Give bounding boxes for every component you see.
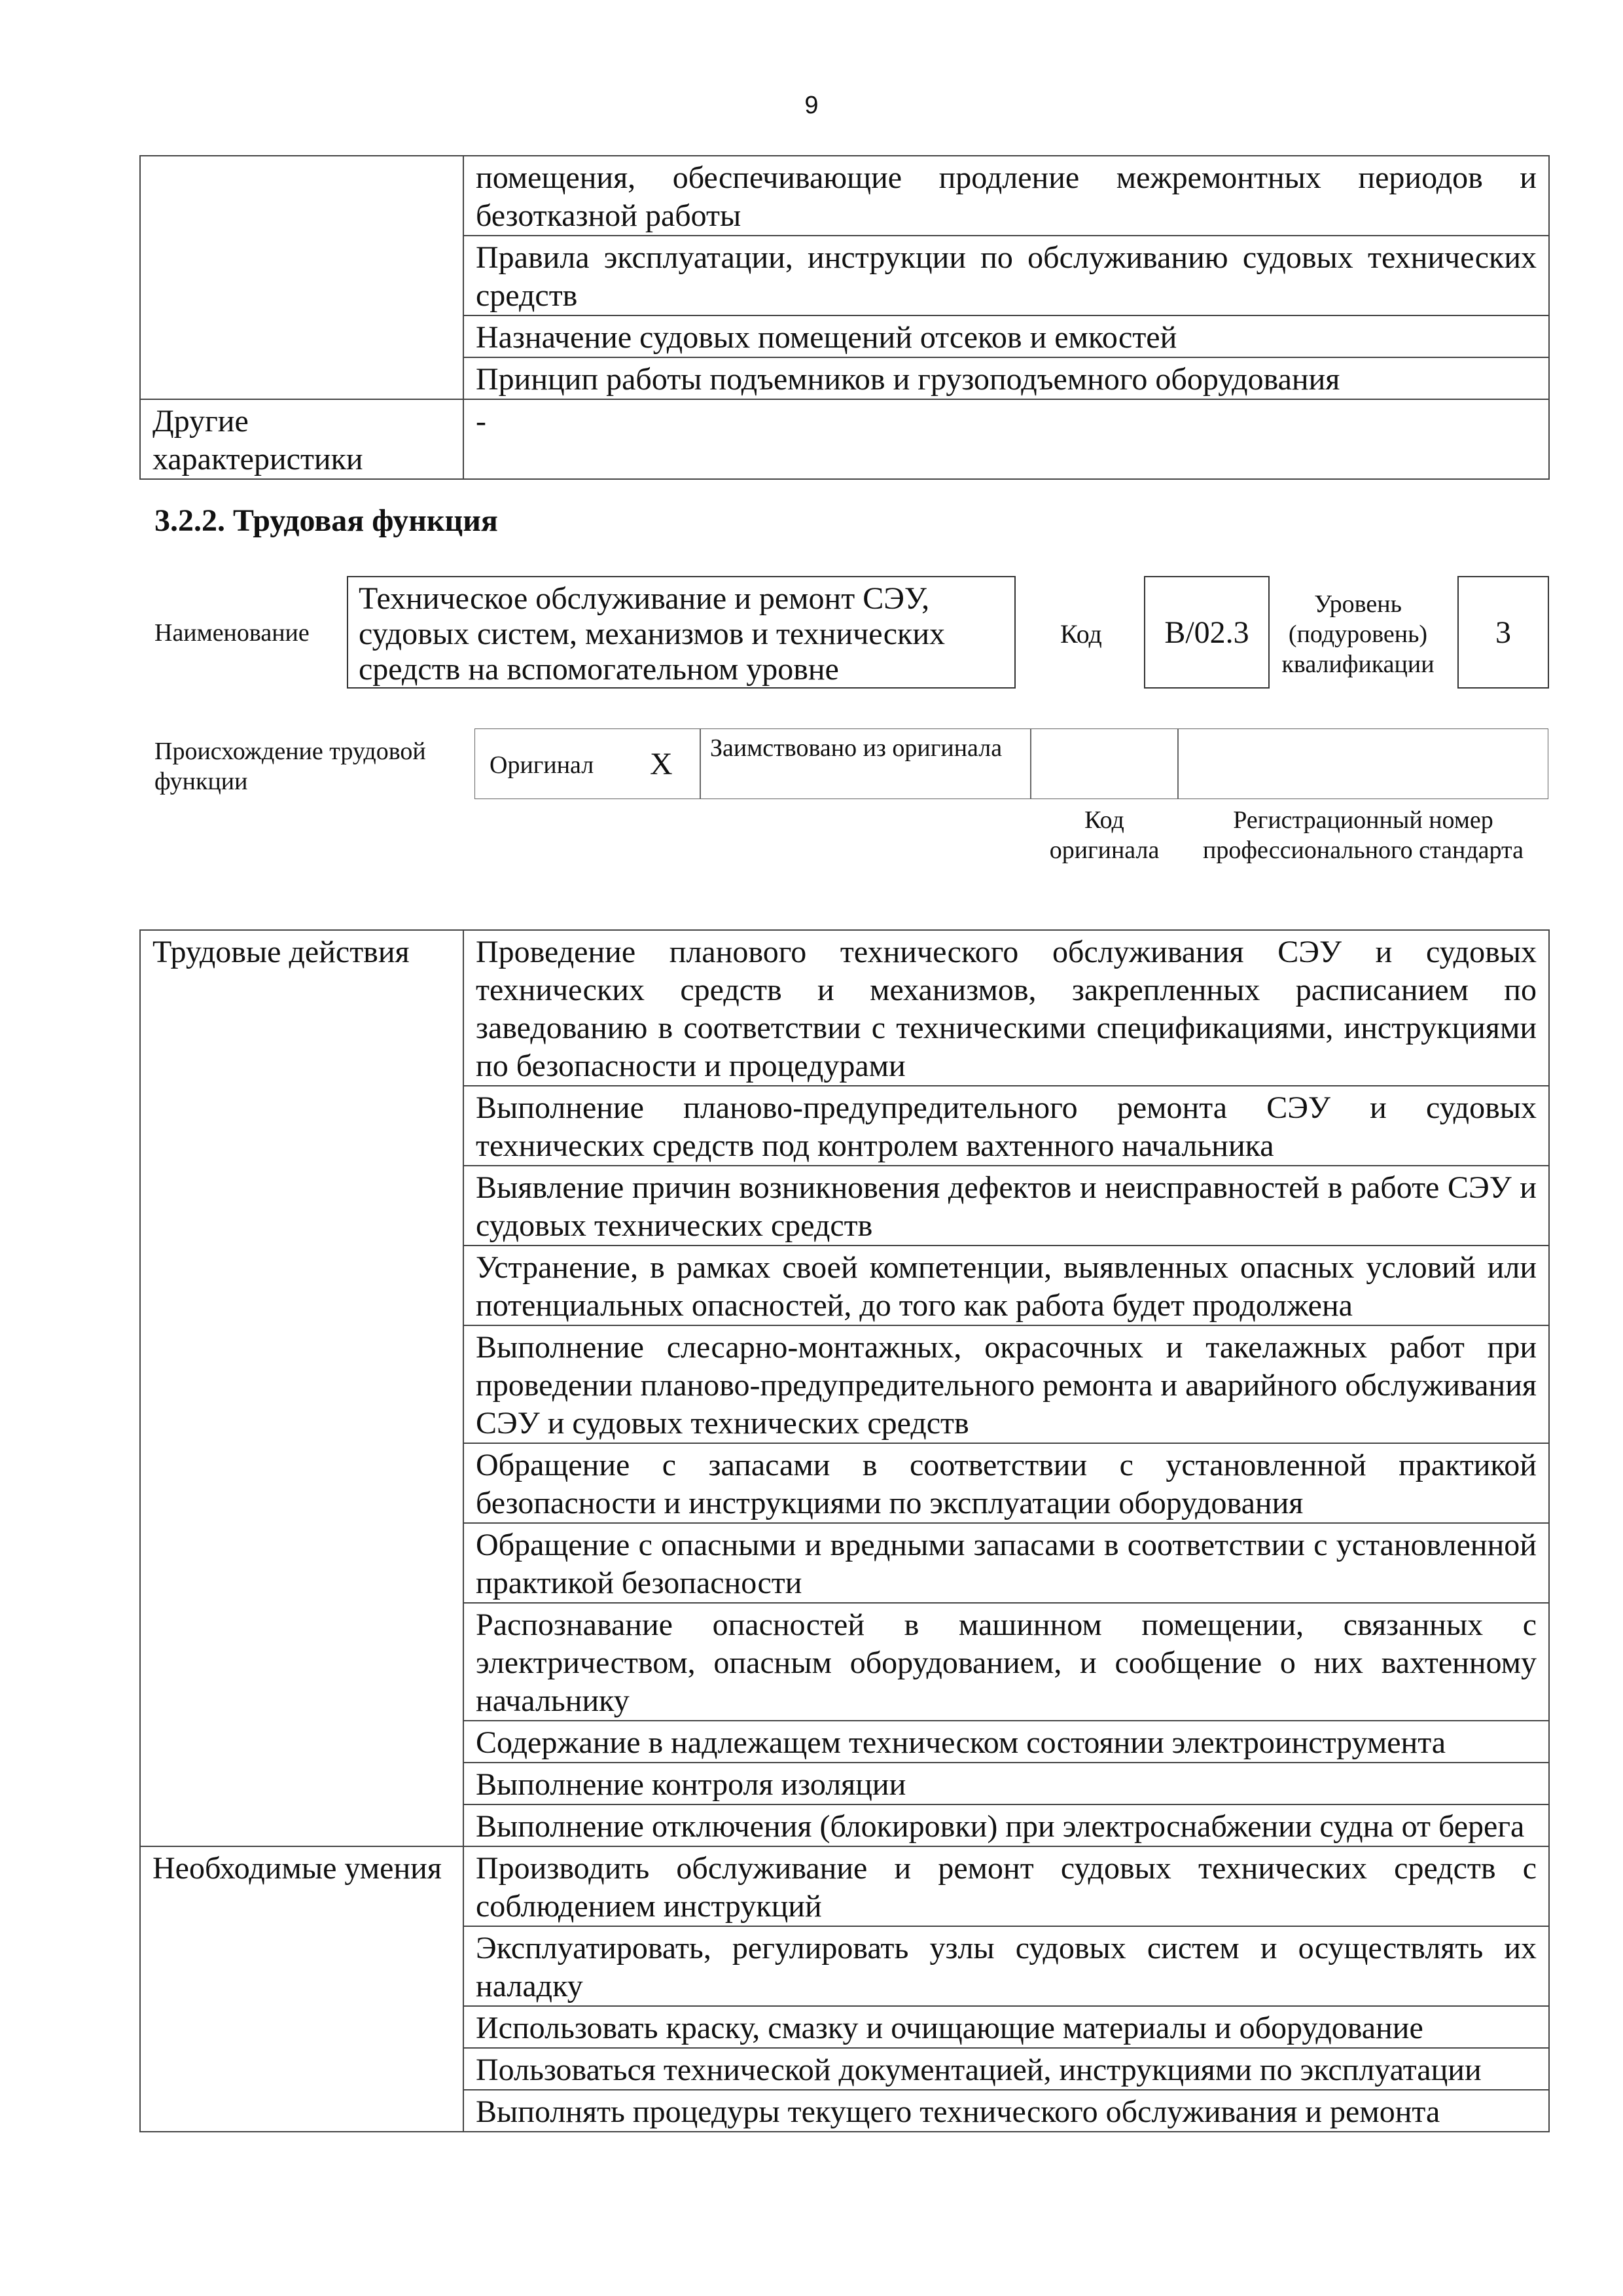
action-item: Выявление причин возникновения дефектов и неисправностей в работе СЭУ и судовых технических средств (463, 1166, 1549, 1246)
action-item: Выполнение слесарно-монтажных, окрасочных и такелажных работ при проведении планово-предупредительного ремонта и аварийного обслуживания СЭУ и судовых технических средств (463, 1325, 1549, 1443)
action-item: Выполнение планово-предупредительного ремонта СЭУ и судовых технических средств под контролем вахтенного начальника (463, 1086, 1549, 1166)
code-label: Код (1060, 619, 1102, 649)
top-table-item: Правила эксплуатации, инструкции по обслуживанию судовых технических средств (463, 236, 1549, 315)
top-table-item: помещения, обеспечивающие продление межремонтных периодов и безотказной работы (463, 156, 1549, 236)
action-item: Устранение, в рамках своей компетенции, выявленных опасных условий или потенциальных опасностей, до того как работа будет продолжена (463, 1246, 1549, 1325)
original-mark: X (650, 747, 673, 781)
top-table-item: Назначение судовых помещений отсеков и емкостей (463, 315, 1549, 357)
level-value: 3 (1457, 576, 1549, 689)
code-original-caption: Код оригинала (1049, 806, 1160, 864)
origin-label: Происхождение трудовой функции (154, 738, 426, 795)
original-label: Оригинал (490, 751, 594, 779)
name-label: Наименование (154, 619, 310, 647)
reg-number-caption: Регистрационный номер профессионального стандарта (1203, 806, 1524, 864)
action-item: Обращение с опасными и вредными запасами в соответствии с установленной практикой безопасности (463, 1523, 1549, 1603)
action-item: Распознавание опасностей в машинном помещении, связанных с электричеством, опасным оборудованием, и сообщение о них вахтенному начальнику (463, 1603, 1549, 1721)
skill-item: Пользоваться технической документацией, инструкциями по эксплуатации (463, 2048, 1549, 2090)
origin-cell-reg (1178, 728, 1548, 799)
skill-item: Использовать краску, смазку и очищающие материалы и оборудование (463, 2006, 1549, 2048)
skill-item: Производить обслуживание и ремонт судовых технических средств с соблюдением инструкций (463, 1846, 1549, 1926)
action-item: Обращение с запасами в соответствии с установленной практикой безопасности и инструкциями по эксплуатации оборудования (463, 1443, 1549, 1523)
section-title: 3.2.2. Трудовая функция (154, 503, 498, 538)
level-label: Уровень (подуровень) квалификации (1281, 590, 1435, 678)
skill-item: Выполнять процедуры текущего технического обслуживания и ремонта (463, 2090, 1549, 2132)
other-characteristics-label: Другие характеристики (140, 399, 463, 479)
action-item: Выполнение контроля изоляции (463, 1763, 1549, 1804)
actions-label: Трудовые действия (140, 930, 463, 1846)
top-table-item: Принцип работы подъемников и грузоподъемного оборудования (463, 357, 1549, 399)
skill-item: Эксплуатировать, регулировать узлы судовых систем и осуществлять их наладку (463, 1926, 1549, 2006)
top-table-empty-label (140, 156, 463, 399)
code-value: B/02.3 (1144, 576, 1270, 689)
action-item: Содержание в надлежащем техническом состоянии электроинструмента (463, 1721, 1549, 1763)
top-table (139, 155, 1550, 480)
borrowed-label: Заимствовано из оригинала (710, 734, 1003, 762)
skills-label: Необходимые умения (140, 1846, 463, 2132)
action-item: Проведение планового технического обслуживания СЭУ и судовых технических средств и механизмов, закрепленных расписанием по заведованию в соответствии с техническими спецификациями, инструкциями по безопасности и процедурами (463, 930, 1549, 1086)
other-characteristics-value: - (463, 399, 1549, 479)
page-number: 9 (804, 92, 819, 119)
action-item: Выполнение отключения (блокировки) при электроснабжении судна от берега (463, 1804, 1549, 1846)
main-table (139, 929, 1550, 2132)
function-name-box: Техническое обслуживание и ремонт СЭУ, судовых систем, механизмов и технических средств на вспомогательном уровне (347, 576, 1016, 689)
origin-cell-code (1031, 728, 1178, 799)
